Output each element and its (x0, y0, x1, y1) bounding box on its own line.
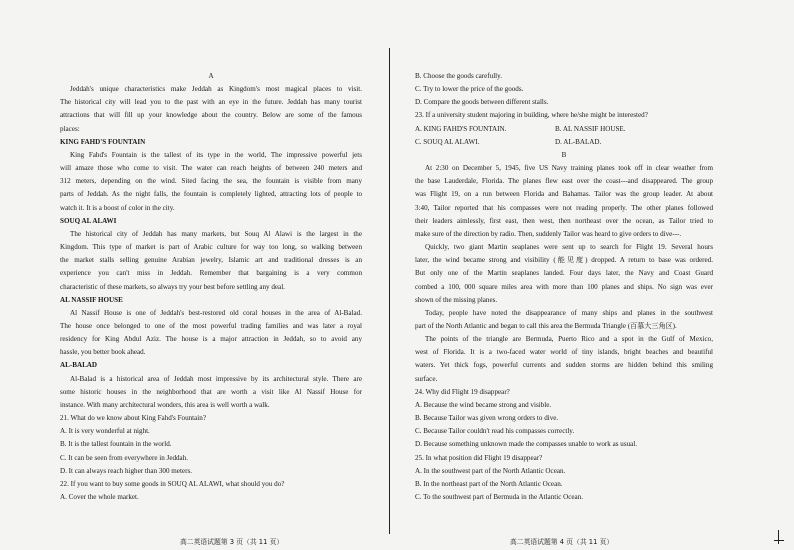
paragraph-line: The points of the triangle are Bermuda, Puerto Rico and a spot in the Gulf of Mexico, (425, 335, 713, 344)
paragraph-line: hassle, you better book ahead. (60, 348, 146, 357)
section-a-label: A (208, 72, 214, 80)
option-25-b: B. In the northeast part of the North Atlantic Ocean. (415, 479, 563, 488)
section-b-label: B (561, 150, 567, 159)
question-21: 21. What do we know about King Fahd's Fountain? (60, 414, 206, 423)
option-22-d: D. Compare the goods between different stalls. (415, 98, 549, 107)
paragraph-line: Kingdom. This type of market is part of Arabic culture for way too long, so walking between (60, 243, 362, 252)
option-21-b: B. It is the tallest fountain in the world. (60, 440, 172, 449)
option-22-a: A. Cover the whole market. (60, 493, 139, 501)
option-21-c: C. It can be seen from everywhere in Jeddah. (60, 453, 189, 462)
option-24-b: B. Because Tailor was given wrong orders to dive. (415, 414, 559, 423)
paragraph-line: characteristic of these markets, so always try your best before settling any deal. (60, 282, 285, 291)
paragraph-line: 312 meters, depending on the wind. Sited facing the sea, the fountain is visible from many (60, 177, 362, 186)
paragraph-line: But only one of the Martin seaplanes landed. Four days later, the Navy and Coast Guard (415, 269, 713, 278)
paragraph-line: combed a 100, 000 square miles area with more than 100 planes and ships. No sign was ever (415, 282, 713, 291)
paragraph-line: later, the wind became strong and visibility (能见度) dropped. A return to base was ordered. (415, 256, 713, 265)
heading-al-nassif-house: AL NASSIF HOUSE (60, 295, 123, 304)
option-22-c: C. Try to lower the price of the goods. (415, 85, 524, 94)
page-divider (389, 48, 390, 534)
option-22-b: B. Choose the goods carefully. (415, 72, 503, 80)
option-23-c: C. SOUQ AL ALAWI. (415, 137, 480, 146)
option-24-d: D. Because something unknown made the compasses unable to work as usual. (415, 440, 638, 449)
intro-line: attractions that will fill up your knowledge about the country. Below are some of the famous (60, 111, 362, 120)
option-23-b: B. AL NASSIF HOUSE. (555, 124, 626, 133)
paragraph-line: surface. (415, 374, 438, 383)
paragraph-line: The historical city of Jeddah has many markets, but Souq Al Alawi is the largest in the (70, 229, 362, 238)
paragraph-line: part of the North Atlantic and began to call this area the Bermuda Triangle (百慕大三角区). (415, 321, 677, 330)
options-23-row (415, 136, 713, 149)
paragraph-line: the base Lauderdale, Florida. The planes flew east over the coast---and disappeared. The group (415, 177, 713, 186)
question-24: 24. Why did Flight 19 disappear? (415, 387, 510, 396)
paragraph-line: waters. Yet thick fogs, powerful currents and sudden storms are hidden behind this smiling (415, 361, 713, 370)
paragraph-line: Today, people have noted the disappearance of many ships and planes in the southwest (425, 308, 713, 317)
paragraph-line: west of Florida. It is a two-faced water world of tiny islands, bright beaches and beautiful (415, 348, 713, 357)
option-24-a: A. Because the wind became strong and visible. (415, 400, 552, 409)
intro-line: The historical city will lead you to the past with an eye in the future. Jeddah has many tourist (60, 98, 362, 107)
paragraph-line: Al-Balad is a historical area of Jeddah most impressive by its architectural style. There are (70, 374, 362, 383)
question-23: 23. If a university student majoring in building, where he/she might be interested? (415, 111, 648, 120)
paragraph-line: their leaders aimlessly, first east, then west, then northeast over the ocean, as Tailor tried to (415, 216, 713, 225)
paragraph-line: make sure of the direction by radio. Then, suddenly Tailor was heard to give orders to dive---. (415, 229, 682, 238)
paragraph-line: experience you can't miss in Jeddah. Remember that bargaining is a very common (60, 269, 362, 278)
paragraph-line: The house once belonged to one of the most powerful trading families and was later a royal (60, 321, 362, 330)
right-page (415, 70, 713, 550)
page-footer-right: 高二英语试题第 4 页（共 11 页） (510, 538, 614, 546)
paragraph-line: parts of Jeddah. As the night falls, the fountain is completely lighted, attracting lots of people to (60, 190, 362, 199)
option-21-d: D. It can always reach higher than 300 meters. (60, 466, 192, 475)
intro-line: Jeddah's unique characteristics make Jeddah as Kingdom's most magical places to visit. (70, 85, 362, 94)
paragraph-line: some historic houses in the neighborhood that are worth a visit like Al Nassif House for (60, 387, 362, 396)
paragraph-line: Al Nassif House is one of Jeddah's best-restored old coral houses in the area of Al-Balad. (70, 308, 362, 317)
option-25-c: C. To the southwest part of Bermuda in the Atlantic Ocean. (415, 493, 584, 501)
paragraph-line: instance. With many architectural wonders, this area is well worth a walk. (60, 400, 270, 409)
options-23-row (415, 123, 713, 136)
option-23-a: A. KING FAHD'S FOUNTAIN. (415, 124, 507, 133)
paragraph-line: 3:40, Tailor reported that his compasses were not reading properly. The other planes followed (415, 203, 713, 212)
paragraph-line: was Flight 19, on a run between Florida and Bahamas. Tailor was the group leader. At about (415, 190, 713, 199)
paragraph-line: King Fahd's Fountain is the tallest of its type in the world, The impressive powerful jets (70, 150, 362, 159)
left-page (60, 70, 362, 550)
question-25: 25. In what position did Flight 19 disappear? (415, 453, 543, 462)
paragraph-line: the market stalls selling genuine Arabian jewelry, Islamic art and traditional dresses is an (60, 256, 362, 265)
paragraph-line: will amaze those who come to visit. The water can reach heights of between 240 meters and (60, 164, 362, 173)
intro-line: places: (60, 124, 80, 133)
option-23-d: D. AL-BALAD. (555, 137, 602, 146)
option-21-a: A. It is very wonderful at night. (60, 427, 150, 436)
paragraph-line: residency for King Abdul Aziz. The house is a major attraction in Jeddah, so to avoid any (60, 335, 362, 344)
paragraph-line: watch it. It is a boost of color in the city. (60, 203, 175, 212)
option-24-c: C. Because Tailor couldn't read his compasses correctly. (415, 427, 575, 436)
crop-mark-icon (774, 530, 784, 544)
paragraph-line: At 2:30 on December 5, 1945, five US Navy training planes took off in clear weather from (425, 164, 713, 173)
paragraph-line: Quickly, two giant Martin seaplanes were sent up to search for Flight 19. Several hours (425, 243, 713, 252)
page-footer-left: 高二英语试题第 3 页（共 11 页） (180, 538, 284, 546)
heading-king-fahds-fountain: KING FAHD'S FOUNTAIN (60, 137, 146, 146)
heading-souq-al-alawi: SOUQ AL ALAWI (60, 216, 117, 225)
question-22: 22. If you want to buy some goods in SOUQ AL ALAWI, what should you do? (60, 479, 285, 488)
paragraph-line: shown of the missing planes. (415, 295, 498, 304)
option-25-a: A. In the southwest part of the North Atlantic Ocean. (415, 466, 566, 475)
heading-al-balad: AL-BALAD (60, 361, 98, 370)
